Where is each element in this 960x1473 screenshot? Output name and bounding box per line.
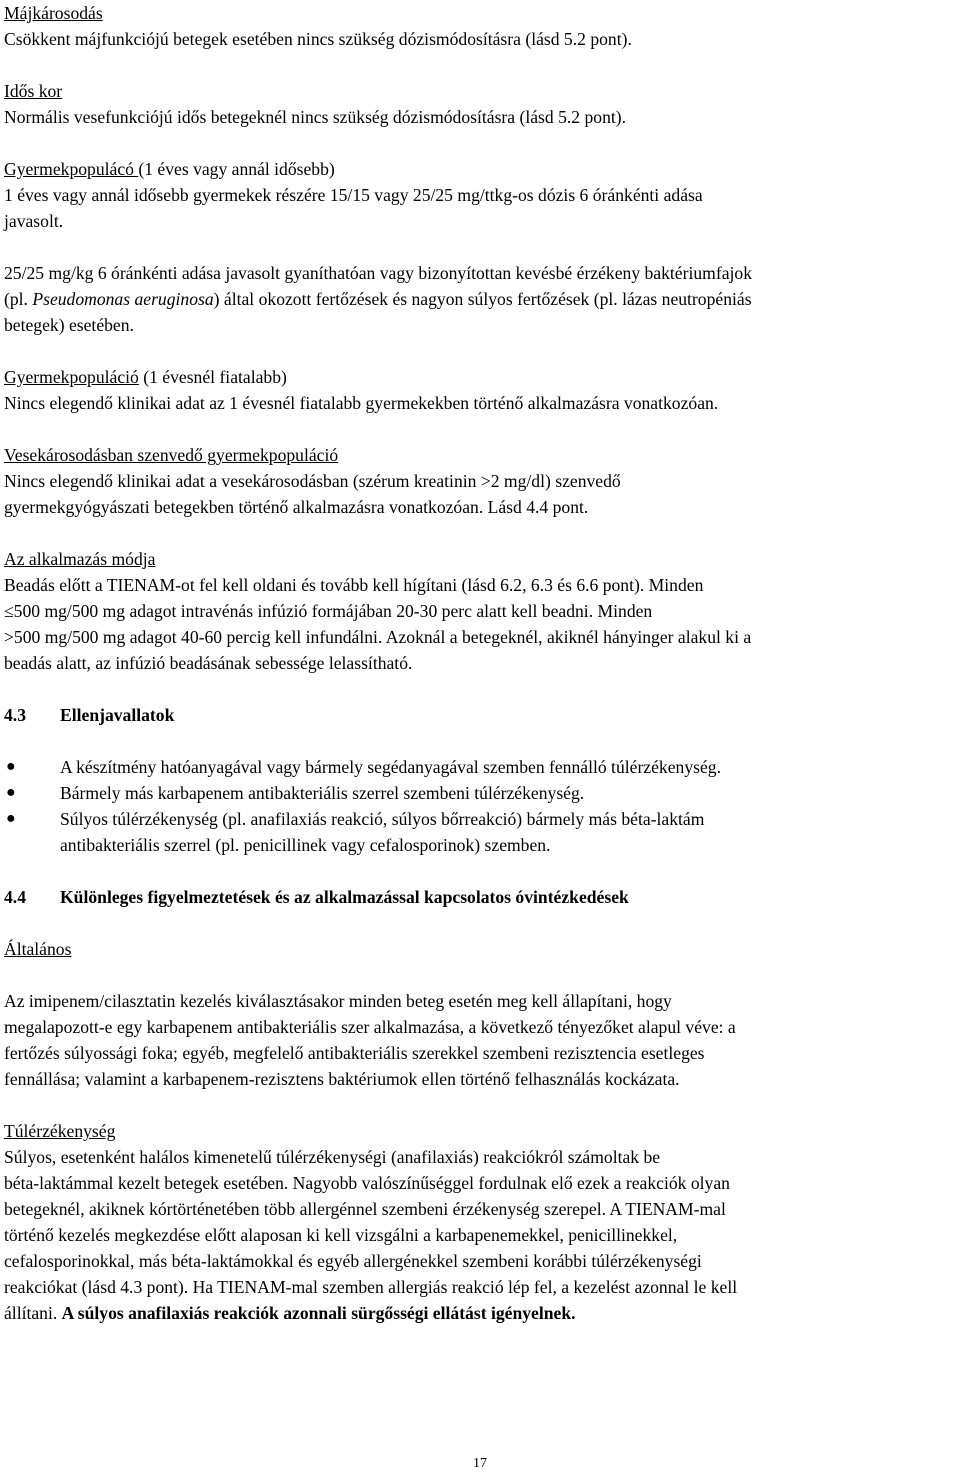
page-number: 17 bbox=[473, 1456, 487, 1471]
paragraph-line: állítani. A súlyos anafilaxiás reakciók azonnali sürgősségi ellátást igényelnek. bbox=[4, 1303, 576, 1323]
list-item: ● Súlyos túlérzékenység (pl. anafilaxiás reakció, súlyos bőrreakció) bármely más béta-laktám antibakteriális szerrel (pl. penicillinek vagy cefalosporinok) szemben. bbox=[4, 806, 956, 858]
section-administration-title: Az alkalmazás módja bbox=[4, 549, 156, 569]
section-pediatric-1y-title: Gyermekpopulácó (1 éves vagy annál idősebb) bbox=[4, 159, 335, 179]
bullet-icon: ● bbox=[6, 810, 16, 827]
list-item: ● Bármely más karbapenem antibakteriális szerrel szembeni túlérzékenység. bbox=[4, 780, 956, 806]
paragraph-line: >500 mg/500 mg adagot 40-60 percig kell infundálni. Azoknál a betegeknél, akiknél hányinger alakul ki a bbox=[4, 627, 752, 647]
section-liver-title: Májkárosodás bbox=[4, 3, 103, 23]
section-4-3-heading: 4.3 Ellenjavallatok bbox=[4, 705, 175, 725]
paragraph-line: gyermekgyógyászati betegekben történő alkalmazásra vonatkozóan. Lásd 4.4 pont. bbox=[4, 497, 589, 517]
list-item: ● A készítmény hatóanyagával vagy bármely segédanyagával szemben fennálló túlérzékenység. bbox=[4, 754, 956, 780]
section-4-4-heading: 4.4 Különleges figyelmeztetések és az alkalmazással kapcsolatos óvintézkedések bbox=[4, 887, 629, 907]
document-page bbox=[4, 0, 956, 1326]
paragraph-line: Beadás előtt a TIENAM-ot fel kell oldani és tovább kell hígítani (lásd 6.2, 6.3 és 6.6 pont). Minden bbox=[4, 575, 704, 595]
paragraph-line: béta-laktámmal kezelt betegek esetében. Nagyobb valószínűséggel fordulnak elő ezek a reakciók olyan bbox=[4, 1173, 730, 1193]
paragraph-line: javasolt. bbox=[4, 211, 64, 231]
paragraph-line: ≤500 mg/500 mg adagot intravénás infúzió formájában 20-30 perc alatt kell beadni. Minden bbox=[4, 601, 653, 621]
paragraph-line: beadás alatt, az infúzió beadásának sebessége lelassítható. bbox=[4, 653, 413, 673]
paragraph-line: megalapozott-e egy karbapenem antibakteriális szer alkalmazása, a következő tényezőket alapul véve: a bbox=[4, 1017, 736, 1037]
paragraph-line: fertőzés súlyossági foka; egyéb, megfelelő antibakteriális szerekkel szembeni rezisztencia esetleges bbox=[4, 1043, 705, 1063]
section-renal-pediatric-title: Vesekárosodásban szenvedő gyermekpopuláció bbox=[4, 445, 339, 465]
paragraph-line: betegek) esetében. bbox=[4, 315, 134, 335]
paragraph-line: Nincs elegendő klinikai adat a vesekárosodásban (szérum kreatinin >2 mg/dl) szenvedő bbox=[4, 471, 621, 491]
paragraph-line: 1 éves vagy annál idősebb gyermekek részére 15/15 vagy 25/25 mg/ttkg-os dózis 6 óránkénti adása bbox=[4, 185, 703, 205]
paragraph-line: reakciókat (lásd 4.3 pont). Ha TIENAM-mal szemben allergiás reakció lép fel, a kezelést azonnal le kell bbox=[4, 1277, 738, 1297]
section-elderly-text: Normális vesefunkciójú idős betegeknél nincs szükség dózismódosításra (lásd 5.2 pont). bbox=[4, 107, 627, 127]
section-elderly-title: Idős kor bbox=[4, 81, 63, 101]
section-hypersensitivity-title: Túlérzékenység bbox=[4, 1121, 116, 1141]
section-pediatric-under1-title: Gyermekpopuláció (1 évesnél fiatalabb) bbox=[4, 367, 287, 387]
paragraph-line: (pl. Pseudomonas aeruginosa) által okozott fertőzések és nagyon súlyos fertőzések (pl. lázas neutropéniás bbox=[4, 289, 752, 309]
paragraph-line: Nincs elegendő klinikai adat az 1 évesnél fiatalabb gyermekekben történő alkalmazásra vonatkozóan. bbox=[4, 393, 719, 413]
bullet-icon: ● bbox=[6, 784, 16, 801]
paragraph-line: fennállása; valamint a karbapenem-rezisztens baktériumok ellen történő felhasználás kockázata. bbox=[4, 1069, 680, 1089]
paragraph-line: történő kezelés megkezdése előtt alaposan ki kell vizsgálni a karbapenemekkel, penicillinekkel, bbox=[4, 1225, 678, 1245]
paragraph-line: 25/25 mg/kg 6 óránkénti adása javasolt gyaníthatóan vagy bizonyítottan kevésbé érzékeny baktériumfajok bbox=[4, 263, 752, 283]
section-general-title: Általános bbox=[4, 939, 72, 959]
paragraph-line: Az imipenem/cilasztatin kezelés kiválasztásakor minden beteg esetén meg kell állapítani, hogy bbox=[4, 991, 672, 1011]
section-liver-text: Csökkent májfunkciójú betegek esetében nincs szükség dózismódosításra (lásd 5.2 pont). bbox=[4, 29, 632, 49]
paragraph-line: Súlyos, esetenként halálos kimenetelű túlérzékenységi (anafilaxiás) reakciókról számoltak be bbox=[4, 1147, 661, 1167]
paragraph-line: betegeknél, akiknek kórtörténetében több allergénnel szembeni érzékenység szerepel. A TIENAM-mal bbox=[4, 1199, 726, 1219]
bullet-icon: ● bbox=[6, 758, 16, 775]
paragraph-line: cefalosporinokkal, más béta-laktámokkal és egyéb allergénekkel szembeni korábbi túlérzékenységi bbox=[4, 1251, 702, 1271]
